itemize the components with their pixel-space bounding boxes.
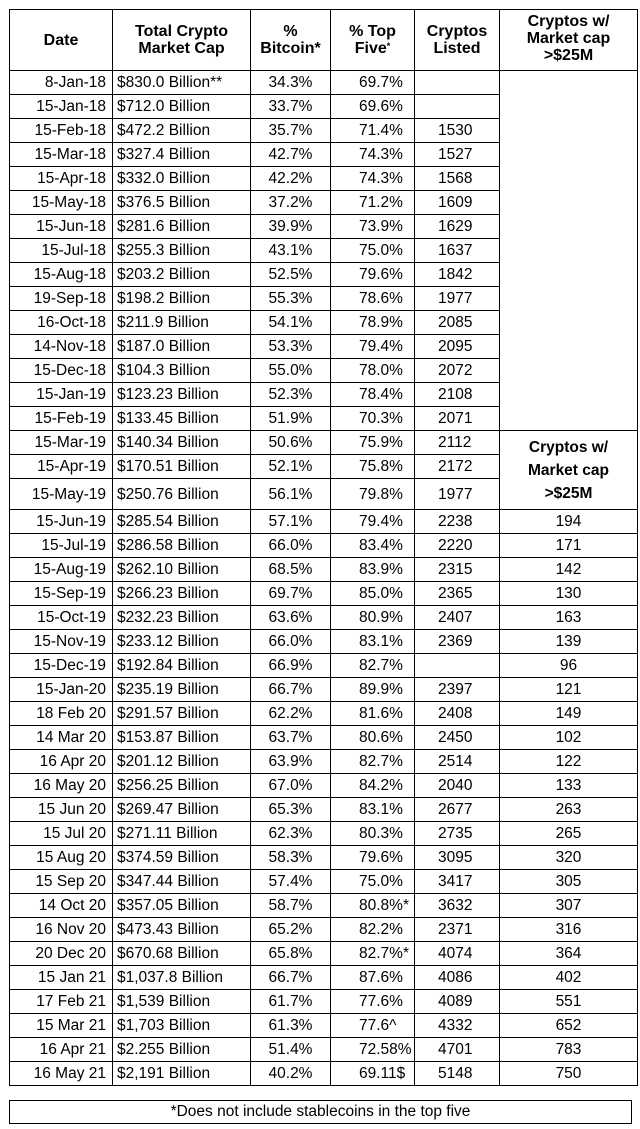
cell-over-25m: 122 <box>500 750 638 774</box>
cell-bitcoin-pct: 66.9% <box>251 654 331 678</box>
cell-market-cap: $281.6 Billion <box>113 215 251 239</box>
cell-listed: 1637 <box>415 239 500 263</box>
cell-top-five: 75.0% <box>331 239 415 263</box>
cell-date: 8-Jan-18 <box>10 71 113 95</box>
cell-market-cap: $291.57 Billion <box>113 702 251 726</box>
cell-over-25m: 402 <box>500 966 638 990</box>
table-row <box>10 942 638 966</box>
cell-bitcoin-pct: 58.3% <box>251 846 331 870</box>
cell-listed: 2369 <box>415 630 500 654</box>
cell-market-cap: $1,703 Billion <box>113 1014 251 1038</box>
cell-top-five: 78.6% <box>331 287 415 311</box>
cell-market-cap: $269.47 Billion <box>113 798 251 822</box>
cell-listed: 2220 <box>415 534 500 558</box>
table-row <box>10 534 638 558</box>
cell-market-cap: $211.9 Billion <box>113 311 251 335</box>
cell-bitcoin-pct: 66.0% <box>251 534 331 558</box>
cell-top-five: 83.4% <box>331 534 415 558</box>
header-market-cap: Total Crypto Market Cap <box>113 10 251 71</box>
cell-listed: 2397 <box>415 678 500 702</box>
cell-bitcoin-pct: 51.4% <box>251 1038 331 1062</box>
cell-bitcoin-pct: 51.9% <box>251 407 331 431</box>
cell-date: 15 Jun 20 <box>10 798 113 822</box>
table-row <box>10 71 638 95</box>
table-row <box>10 846 638 870</box>
cell-bitcoin-pct: 55.3% <box>251 287 331 311</box>
cell-market-cap: $357.05 Billion <box>113 894 251 918</box>
cell-top-five: 82.7% <box>331 750 415 774</box>
cell-top-five: 72.58% <box>331 1038 415 1062</box>
cell-market-cap: $233.12 Billion <box>113 630 251 654</box>
cell-top-five: 78.9% <box>331 311 415 335</box>
cell-listed: 2108 <box>415 383 500 407</box>
cell-top-five: 78.4% <box>331 383 415 407</box>
cell-market-cap: $670.68 Billion <box>113 942 251 966</box>
header-top-five: % Top Five* <box>331 10 415 71</box>
table-row <box>10 1062 638 1086</box>
cell-listed: 2085 <box>415 311 500 335</box>
cell-top-five: 79.6% <box>331 846 415 870</box>
cell-date: 15-Sep-19 <box>10 582 113 606</box>
cell-top-five: 74.3% <box>331 167 415 191</box>
cell-date: 15 Jan 21 <box>10 966 113 990</box>
table-row <box>10 431 638 455</box>
cell-date: 16 May 20 <box>10 774 113 798</box>
cell-listed: 5148 <box>415 1062 500 1086</box>
cell-market-cap: $187.0 Billion <box>113 335 251 359</box>
cell-over-25m: 102 <box>500 726 638 750</box>
table-row <box>10 966 638 990</box>
cell-top-five: 80.9% <box>331 606 415 630</box>
cell-listed: 2408 <box>415 702 500 726</box>
table-row <box>10 1014 638 1038</box>
cell-bitcoin-pct: 58.7% <box>251 894 331 918</box>
cell-over-25m: 171 <box>500 534 638 558</box>
cell-listed: 2365 <box>415 582 500 606</box>
cell-top-five: 77.6% <box>331 990 415 1014</box>
cell-over-25m: 96 <box>500 654 638 678</box>
cell-date: 15 Mar 21 <box>10 1014 113 1038</box>
cell-date: 15-Jul-18 <box>10 239 113 263</box>
table-row <box>10 870 638 894</box>
cell-bitcoin-pct: 35.7% <box>251 119 331 143</box>
cell-bitcoin-pct: 57.4% <box>251 870 331 894</box>
cell-over-25m: 130 <box>500 582 638 606</box>
cell-market-cap: $286.58 Billion <box>113 534 251 558</box>
cell-date: 15-Jan-18 <box>10 95 113 119</box>
cell-listed: 3095 <box>415 846 500 870</box>
cell-listed: 1609 <box>415 191 500 215</box>
cell-over-25m: 265 <box>500 822 638 846</box>
cell-market-cap: $153.87 Billion <box>113 726 251 750</box>
cell-market-cap: $256.25 Billion <box>113 774 251 798</box>
cell-date: 16 May 21 <box>10 1062 113 1086</box>
table-row <box>10 774 638 798</box>
cell-market-cap: $347.44 Billion <box>113 870 251 894</box>
cell-top-five: 73.9% <box>331 215 415 239</box>
cell-over-25m: 320 <box>500 846 638 870</box>
cell-listed: 2371 <box>415 918 500 942</box>
cell-date: 15-Apr-19 <box>10 455 113 479</box>
cell-market-cap: $2,191 Billion <box>113 1062 251 1086</box>
cell-listed <box>415 71 500 95</box>
cell-market-cap: $266.23 Billion <box>113 582 251 606</box>
cell-market-cap: $198.2 Billion <box>113 287 251 311</box>
cell-date: 14 Oct 20 <box>10 894 113 918</box>
cell-bitcoin-pct: 66.7% <box>251 966 331 990</box>
cell-market-cap: $473.43 Billion <box>113 918 251 942</box>
cell-top-five: 69.11$ <box>331 1062 415 1086</box>
cell-over-25m: 307 <box>500 894 638 918</box>
cell-bitcoin-pct: 65.8% <box>251 942 331 966</box>
cell-top-five: 75.0% <box>331 870 415 894</box>
cell-over-25m: 149 <box>500 702 638 726</box>
cell-market-cap: $376.5 Billion <box>113 191 251 215</box>
cell-top-five: 75.9% <box>331 431 415 455</box>
repeated-header-line: Cryptos w/ <box>528 438 609 456</box>
table-row <box>10 726 638 750</box>
cell-listed: 1530 <box>415 119 500 143</box>
cell-market-cap: $140.34 Billion <box>113 431 251 455</box>
cell-over-25m: 551 <box>500 990 638 1014</box>
cell-listed: 2071 <box>415 407 500 431</box>
table-row <box>10 582 638 606</box>
header-listed: Cryptos Listed <box>415 10 500 71</box>
repeated-header-line: >$25M <box>544 484 593 502</box>
cell-listed: 4074 <box>415 942 500 966</box>
cell-top-five: 82.7% <box>331 654 415 678</box>
cell-top-five: 78.0% <box>331 359 415 383</box>
table-row <box>10 630 638 654</box>
cell-date: 16 Nov 20 <box>10 918 113 942</box>
cell-listed: 1527 <box>415 143 500 167</box>
cell-listed: 4086 <box>415 966 500 990</box>
blank-over-25m-block <box>500 71 638 431</box>
cell-bitcoin-pct: 67.0% <box>251 774 331 798</box>
cell-bitcoin-pct: 61.7% <box>251 990 331 1014</box>
cell-listed: 2735 <box>415 822 500 846</box>
table-row <box>10 702 638 726</box>
cell-top-five: 69.7% <box>331 71 415 95</box>
cell-bitcoin-pct: 68.5% <box>251 558 331 582</box>
table-row <box>10 822 638 846</box>
cell-top-five: 83.9% <box>331 558 415 582</box>
cell-top-five: 83.1% <box>331 630 415 654</box>
cell-date: 15-Jun-19 <box>10 510 113 534</box>
cell-date: 14-Nov-18 <box>10 335 113 359</box>
cell-date: 20 Dec 20 <box>10 942 113 966</box>
header-row <box>10 10 638 71</box>
cell-market-cap: $262.10 Billion <box>113 558 251 582</box>
cell-listed: 1977 <box>415 287 500 311</box>
cell-market-cap: $235.19 Billion <box>113 678 251 702</box>
cell-date: 15-Mar-18 <box>10 143 113 167</box>
cell-bitcoin-pct: 54.1% <box>251 311 331 335</box>
cell-date: 16 Apr 20 <box>10 750 113 774</box>
cell-top-five: 80.6% <box>331 726 415 750</box>
cell-bitcoin-pct: 62.3% <box>251 822 331 846</box>
footnote: *Does not include stablecoins in the top five <box>9 1100 632 1124</box>
cell-bitcoin-pct: 61.3% <box>251 1014 331 1038</box>
cell-bitcoin-pct: 66.7% <box>251 678 331 702</box>
cell-bitcoin-pct: 63.6% <box>251 606 331 630</box>
cell-market-cap: $232.23 Billion <box>113 606 251 630</box>
cell-over-25m: 133 <box>500 774 638 798</box>
cell-listed: 2095 <box>415 335 500 359</box>
cell-date: 15-Oct-19 <box>10 606 113 630</box>
cell-date: 15 Jul 20 <box>10 822 113 846</box>
cell-top-five: 71.4% <box>331 119 415 143</box>
cell-listed: 4332 <box>415 1014 500 1038</box>
cell-bitcoin-pct: 52.3% <box>251 383 331 407</box>
cell-top-five: 85.0% <box>331 582 415 606</box>
cell-listed: 4701 <box>415 1038 500 1062</box>
cell-top-five: 80.8%* <box>331 894 415 918</box>
table-row <box>10 606 638 630</box>
cell-top-five: 71.2% <box>331 191 415 215</box>
cell-listed: 2450 <box>415 726 500 750</box>
header-bitcoin-pct: % Bitcoin* <box>251 10 331 71</box>
table-row <box>10 750 638 774</box>
cell-top-five: 82.2% <box>331 918 415 942</box>
cell-date: 15-Mar-19 <box>10 431 113 455</box>
cell-bitcoin-pct: 65.3% <box>251 798 331 822</box>
cell-date: 15-Jan-20 <box>10 678 113 702</box>
cell-over-25m: 364 <box>500 942 638 966</box>
cell-date: 15-Feb-18 <box>10 119 113 143</box>
cell-date: 15-May-19 <box>10 479 113 510</box>
cell-market-cap: $2.255 Billion <box>113 1038 251 1062</box>
table-row <box>10 510 638 534</box>
cell-over-25m: 142 <box>500 558 638 582</box>
table-row <box>10 654 638 678</box>
cell-bitcoin-pct: 33.7% <box>251 95 331 119</box>
cell-date: 15 Sep 20 <box>10 870 113 894</box>
cell-date: 16-Oct-18 <box>10 311 113 335</box>
cell-date: 15-May-18 <box>10 191 113 215</box>
cell-date: 16 Apr 21 <box>10 1038 113 1062</box>
cell-listed: 4089 <box>415 990 500 1014</box>
table-row <box>10 894 638 918</box>
cell-bitcoin-pct: 57.1% <box>251 510 331 534</box>
cell-listed: 2072 <box>415 359 500 383</box>
cell-listed: 2172 <box>415 455 500 479</box>
cell-date: 19-Sep-18 <box>10 287 113 311</box>
cell-top-five: 74.3% <box>331 143 415 167</box>
cell-date: 15-Aug-18 <box>10 263 113 287</box>
cell-bitcoin-pct: 37.2% <box>251 191 331 215</box>
table-row <box>10 798 638 822</box>
cell-listed: 2407 <box>415 606 500 630</box>
cell-listed: 2677 <box>415 798 500 822</box>
cell-listed: 3417 <box>415 870 500 894</box>
cell-market-cap: $201.12 Billion <box>113 750 251 774</box>
cell-over-25m: 316 <box>500 918 638 942</box>
cell-over-25m: 194 <box>500 510 638 534</box>
cell-bitcoin-pct: 63.9% <box>251 750 331 774</box>
cell-over-25m: 783 <box>500 1038 638 1062</box>
cell-top-five: 75.8% <box>331 455 415 479</box>
cell-market-cap: $1,539 Billion <box>113 990 251 1014</box>
cell-market-cap: $133.45 Billion <box>113 407 251 431</box>
cell-date: 15-Apr-18 <box>10 167 113 191</box>
cell-top-five: 89.9% <box>331 678 415 702</box>
cell-listed: 1842 <box>415 263 500 287</box>
cell-market-cap: $285.54 Billion <box>113 510 251 534</box>
cell-over-25m: 121 <box>500 678 638 702</box>
cell-bitcoin-pct: 55.0% <box>251 359 331 383</box>
table-row <box>10 558 638 582</box>
cell-bitcoin-pct: 52.1% <box>251 455 331 479</box>
cell-top-five: 87.6% <box>331 966 415 990</box>
cell-top-five: 81.6% <box>331 702 415 726</box>
cell-top-five: 77.6^ <box>331 1014 415 1038</box>
cell-date: 15-Aug-19 <box>10 558 113 582</box>
cell-market-cap: $250.76 Billion <box>113 479 251 510</box>
cell-bitcoin-pct: 43.1% <box>251 239 331 263</box>
cell-date: 15-Jul-19 <box>10 534 113 558</box>
cell-market-cap: $123.23 Billion <box>113 383 251 407</box>
cell-listed: 2514 <box>415 750 500 774</box>
cell-bitcoin-pct: 34.3% <box>251 71 331 95</box>
cell-bitcoin-pct: 39.9% <box>251 215 331 239</box>
cell-date: 15 Aug 20 <box>10 846 113 870</box>
cell-market-cap: $374.59 Billion <box>113 846 251 870</box>
cell-market-cap: $472.2 Billion <box>113 119 251 143</box>
cell-market-cap: $104.3 Billion <box>113 359 251 383</box>
cell-date: 18 Feb 20 <box>10 702 113 726</box>
cell-top-five: 79.6% <box>331 263 415 287</box>
cell-market-cap: $332.0 Billion <box>113 167 251 191</box>
table-row <box>10 990 638 1014</box>
cell-market-cap: $170.51 Billion <box>113 455 251 479</box>
cell-date: 15-Jun-18 <box>10 215 113 239</box>
cell-top-five: 69.6% <box>331 95 415 119</box>
cell-listed: 1629 <box>415 215 500 239</box>
cell-market-cap: $192.84 Billion <box>113 654 251 678</box>
table-body <box>10 71 638 1086</box>
cell-date: 15-Nov-19 <box>10 630 113 654</box>
cell-top-five: 70.3% <box>331 407 415 431</box>
cell-bitcoin-pct: 50.6% <box>251 431 331 455</box>
cell-listed: 2315 <box>415 558 500 582</box>
cell-bitcoin-pct: 66.0% <box>251 630 331 654</box>
cell-listed <box>415 654 500 678</box>
cell-bitcoin-pct: 69.7% <box>251 582 331 606</box>
cell-listed <box>415 95 500 119</box>
cell-date: 15-Feb-19 <box>10 407 113 431</box>
cell-bitcoin-pct: 53.3% <box>251 335 331 359</box>
cell-bitcoin-pct: 42.7% <box>251 143 331 167</box>
repeated-header-over-25m <box>500 431 638 510</box>
cell-date: 15-Dec-19 <box>10 654 113 678</box>
table-row <box>10 918 638 942</box>
cell-top-five: 82.7%* <box>331 942 415 966</box>
cell-bitcoin-pct: 56.1% <box>251 479 331 510</box>
cell-date: 17 Feb 21 <box>10 990 113 1014</box>
cell-date: 15-Jan-19 <box>10 383 113 407</box>
cell-over-25m: 750 <box>500 1062 638 1086</box>
cell-bitcoin-pct: 65.2% <box>251 918 331 942</box>
cell-bitcoin-pct: 52.5% <box>251 263 331 287</box>
cell-market-cap: $1,037.8 Billion <box>113 966 251 990</box>
cell-market-cap: $327.4 Billion <box>113 143 251 167</box>
cell-market-cap: $712.0 Billion <box>113 95 251 119</box>
cell-top-five: 80.3% <box>331 822 415 846</box>
header-over-25m: Cryptos w/ Market cap >$25M <box>500 10 638 71</box>
cell-listed: 2040 <box>415 774 500 798</box>
cell-top-five: 79.8% <box>331 479 415 510</box>
cell-top-five: 84.2% <box>331 774 415 798</box>
cell-bitcoin-pct: 63.7% <box>251 726 331 750</box>
cell-date: 15-Dec-18 <box>10 359 113 383</box>
cell-market-cap: $830.0 Billion** <box>113 71 251 95</box>
cell-top-five: 79.4% <box>331 510 415 534</box>
header-date: Date <box>10 10 113 71</box>
repeated-header-line: Market cap <box>528 461 609 479</box>
table-row <box>10 678 638 702</box>
cell-over-25m: 139 <box>500 630 638 654</box>
cell-listed: 1977 <box>415 479 500 510</box>
cell-market-cap: $203.2 Billion <box>113 263 251 287</box>
cell-bitcoin-pct: 62.2% <box>251 702 331 726</box>
cell-bitcoin-pct: 40.2% <box>251 1062 331 1086</box>
cell-listed: 2238 <box>415 510 500 534</box>
cell-over-25m: 263 <box>500 798 638 822</box>
cell-top-five: 79.4% <box>331 335 415 359</box>
table-row <box>10 1038 638 1062</box>
cell-listed: 1568 <box>415 167 500 191</box>
crypto-market-table <box>9 9 638 1086</box>
cell-listed: 3632 <box>415 894 500 918</box>
cell-market-cap: $255.3 Billion <box>113 239 251 263</box>
cell-top-five: 83.1% <box>331 798 415 822</box>
cell-over-25m: 305 <box>500 870 638 894</box>
cell-market-cap: $271.11 Billion <box>113 822 251 846</box>
cell-bitcoin-pct: 42.2% <box>251 167 331 191</box>
cell-listed: 2112 <box>415 431 500 455</box>
cell-over-25m: 652 <box>500 1014 638 1038</box>
cell-over-25m: 163 <box>500 606 638 630</box>
cell-date: 14 Mar 20 <box>10 726 113 750</box>
